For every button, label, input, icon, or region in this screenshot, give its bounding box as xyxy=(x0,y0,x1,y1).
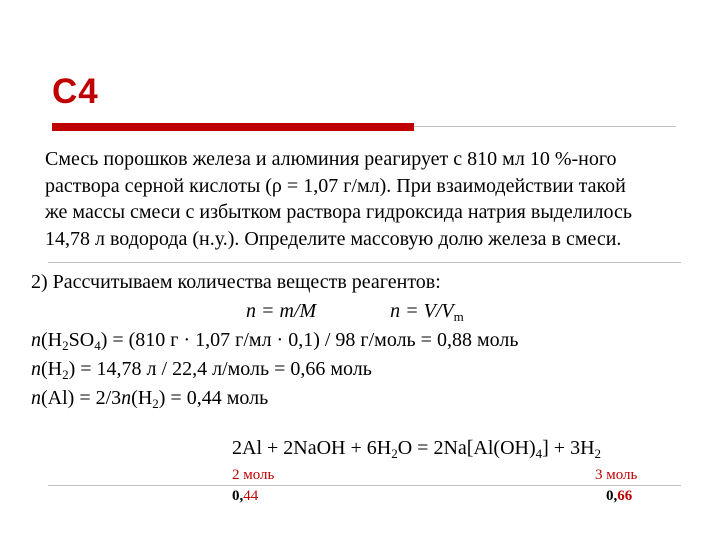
formulas-line xyxy=(31,297,518,326)
problem-line: раствора серной кислоты (ρ = 1,07 г/мл). При взаимодействии такой xyxy=(45,174,626,197)
h2-moles-label: 3 моль xyxy=(595,467,638,483)
equation-text: O = 2Na[Al(OH) xyxy=(397,437,536,459)
subscript: 2 xyxy=(62,338,69,353)
calc-text: (H xyxy=(131,387,153,409)
calc-h2 xyxy=(31,355,518,384)
formula-volume: n = V/V xyxy=(390,300,454,322)
calc-text: (Al) = 2/3 xyxy=(41,387,122,409)
problem-statement xyxy=(45,146,705,252)
amount-symbol: n xyxy=(31,358,41,380)
calc-h2so4 xyxy=(31,326,518,355)
problem-line: же массы смеси с избытком раствора гидроксида натрия выделилось xyxy=(45,201,632,223)
calc-text: ) = 0,44 моль xyxy=(158,387,269,409)
al-moles-value xyxy=(232,488,258,505)
al-value-int: 0, xyxy=(232,488,244,504)
equation-text: ] + 3H xyxy=(542,437,595,459)
calc-text: (H xyxy=(41,329,63,351)
h2-value-frac: 66 xyxy=(617,488,633,504)
formula-volume-subscript: m xyxy=(453,309,464,324)
al-moles-label: 2 моль xyxy=(232,467,275,483)
problem-line: 14,78 л водорода (н.у.). Определите массовую долю железа в смеси. xyxy=(45,227,622,250)
subscript: 4 xyxy=(94,338,101,353)
slide-title: С4 xyxy=(52,72,99,111)
subscript: 2 xyxy=(391,446,398,461)
subscript: 4 xyxy=(535,446,543,461)
calc-al xyxy=(31,384,518,413)
solution-block xyxy=(31,268,518,413)
reaction-equation xyxy=(232,437,601,460)
al-value-frac: 44 xyxy=(243,488,259,504)
calc-text: ) = 14,78 л / 22,4 л/моль = 0,66 моль xyxy=(68,358,372,380)
problem-line: Смесь порошков железа и алюминия реагирует с 810 мл 10 %-ного xyxy=(45,148,617,170)
h2-moles-value xyxy=(606,488,632,505)
amount-symbol: n xyxy=(121,387,132,409)
amount-symbol: n xyxy=(31,387,41,409)
calc-text: ) = (810 г · 1,07 г/мл · 0,1) / 98 г/моль = 0,88 моль xyxy=(100,329,519,351)
subscript: 2 xyxy=(594,446,602,461)
formula-mass: n = m/M xyxy=(246,300,317,322)
calc-text: SO xyxy=(68,329,95,351)
equation-text: 2Al + 2NaOH + 6H xyxy=(232,437,392,459)
subscript: 2 xyxy=(152,396,159,411)
subscript: 2 xyxy=(62,367,69,382)
bottom-divider xyxy=(48,485,681,486)
section-divider xyxy=(48,262,681,263)
title-underline-bar xyxy=(52,123,414,131)
title-rule xyxy=(414,126,676,127)
h2-value-int: 0, xyxy=(606,488,618,504)
step-heading: 2) Рассчитываем количества веществ реагентов: xyxy=(31,271,441,293)
amount-symbol: n xyxy=(31,329,41,351)
calc-text: (H xyxy=(41,358,63,380)
